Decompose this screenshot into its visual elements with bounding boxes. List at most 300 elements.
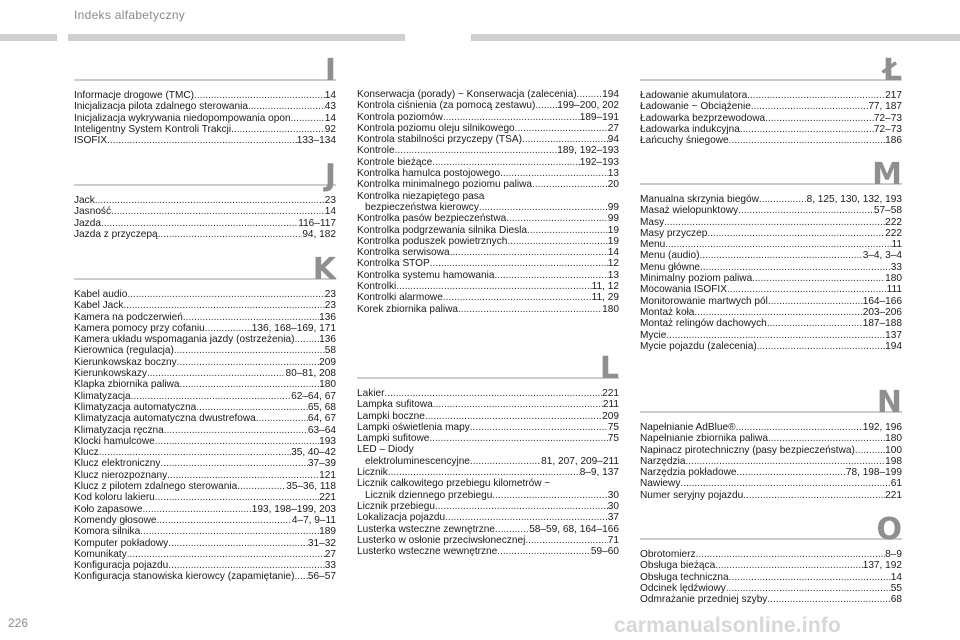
dot-leader bbox=[664, 217, 885, 228]
entry-term: Narzędzia bbox=[640, 455, 686, 467]
dot-leader bbox=[425, 411, 602, 422]
entry-page-ref: 71 bbox=[607, 534, 619, 546]
entry-term: Ładowarka bezprzewodowa bbox=[640, 112, 766, 124]
index-entry bbox=[640, 341, 902, 352]
index-entry bbox=[357, 134, 619, 145]
dot-leader bbox=[665, 239, 891, 250]
entry-page-ref: 8, 125, 130, 132, 193 bbox=[806, 194, 902, 205]
section-header bbox=[640, 53, 902, 88]
index-entry bbox=[74, 218, 336, 229]
section-header bbox=[74, 53, 336, 88]
entry-page-ref: 94 bbox=[607, 134, 619, 146]
entry-page-ref: 58–59, 68, 164–166 bbox=[529, 523, 619, 535]
index-entry bbox=[74, 458, 336, 469]
dot-leader bbox=[855, 445, 885, 456]
entry-page-ref: 199–200, 202 bbox=[557, 100, 619, 112]
entry-term: Licznik bbox=[357, 467, 388, 479]
dot-leader bbox=[757, 341, 885, 352]
dot-leader bbox=[435, 501, 608, 512]
entry-term: Ładowanie akumulatora bbox=[640, 90, 748, 101]
entry-term: Masy przyczep bbox=[640, 227, 708, 239]
entry-term: Kontrolka systemu hamowania bbox=[357, 269, 495, 281]
index-entry bbox=[74, 515, 336, 526]
page-number: 226 bbox=[8, 616, 29, 630]
entry-term: Napełnianie AdBlue® bbox=[640, 422, 736, 433]
entry-list bbox=[74, 195, 336, 240]
header-rule-right bbox=[471, 34, 960, 41]
entry-page-ref: 180 bbox=[319, 379, 336, 391]
dot-leader bbox=[522, 134, 608, 145]
entry-term: Menu bbox=[640, 239, 666, 251]
index-entry bbox=[74, 402, 336, 413]
entry-page-ref: 37 bbox=[607, 512, 619, 524]
entry-term: Kod koloru lakieru bbox=[74, 492, 155, 504]
index-entry bbox=[74, 289, 336, 300]
section-rule bbox=[74, 184, 336, 186]
dot-leader bbox=[577, 89, 603, 100]
index-entry bbox=[640, 330, 902, 341]
dot-leader bbox=[395, 145, 558, 156]
dot-leader bbox=[767, 594, 890, 605]
entry-page-ref: 72–73 bbox=[873, 112, 902, 124]
entry-term: Inicjalizacja wykrywania niedopompowania opon bbox=[74, 112, 291, 124]
entry-term: Jasność bbox=[74, 206, 112, 218]
entry-term: Napinacz pirotechniczny (pasy bezpieczeństwa) bbox=[640, 444, 855, 456]
dot-leader bbox=[694, 307, 862, 318]
section-L-stroke bbox=[640, 53, 902, 147]
entry-term: Kamera na podczerwień bbox=[74, 311, 183, 323]
entry-page-ref: 8–9 bbox=[885, 549, 902, 560]
dot-leader bbox=[430, 258, 608, 269]
entry-term: Mycie pojazdu (zalecenia) bbox=[640, 340, 757, 352]
index-entry bbox=[640, 194, 902, 205]
entry-term: Klapka zbiornika paliwa bbox=[74, 379, 180, 391]
index-entry bbox=[357, 236, 619, 247]
entry-term: Kontrolki bbox=[357, 281, 397, 293]
index-entry bbox=[640, 422, 902, 433]
page-header bbox=[0, 0, 960, 38]
entry-term: Montaż relingów dachowych bbox=[640, 318, 767, 330]
entry-page-ref: 121 bbox=[319, 469, 336, 481]
index-entry bbox=[74, 492, 336, 503]
index-entry bbox=[357, 490, 619, 501]
entry-term: Jack bbox=[74, 195, 95, 206]
index-entry bbox=[74, 345, 336, 356]
entry-page-ref: 133–134 bbox=[296, 135, 336, 147]
entry-term: Nawiewy bbox=[640, 478, 681, 490]
entry-page-ref: 19 bbox=[607, 224, 619, 236]
index-entry bbox=[74, 560, 336, 571]
section-rule bbox=[640, 538, 902, 540]
dot-leader bbox=[768, 296, 863, 307]
index-entry bbox=[357, 213, 619, 224]
dot-leader bbox=[164, 425, 308, 436]
dot-leader bbox=[127, 289, 324, 300]
entry-term: Jazda z przyczepą bbox=[74, 228, 158, 240]
entry-term: Jazda bbox=[74, 217, 101, 229]
section-letter: J bbox=[324, 158, 336, 193]
entry-term: Montaż koła bbox=[640, 306, 695, 318]
entry-page-ref: 64, 67 bbox=[307, 413, 336, 425]
entry-term: Kontrolka hamulca postojowego bbox=[357, 168, 501, 180]
dot-leader bbox=[101, 218, 298, 229]
entry-page-ref: 11, 29 bbox=[591, 292, 619, 304]
entry-term: Lusterka wsteczne zewnętrzne bbox=[357, 523, 496, 535]
entry-list bbox=[640, 194, 902, 352]
section-rule bbox=[640, 411, 902, 413]
index-entry bbox=[640, 307, 902, 318]
index-entry bbox=[640, 560, 902, 571]
dot-leader bbox=[156, 515, 291, 526]
dot-leader bbox=[532, 179, 608, 190]
entry-term: Kontrola poziomu oleju silnikowego bbox=[357, 122, 515, 134]
entry-term: Klucz elektroniczny bbox=[74, 458, 161, 470]
dot-leader bbox=[515, 123, 608, 134]
entry-page-ref: 180 bbox=[885, 433, 902, 445]
dot-leader bbox=[167, 470, 319, 481]
dot-leader bbox=[256, 413, 308, 424]
index-entry bbox=[640, 113, 902, 124]
dot-leader bbox=[479, 202, 608, 213]
entry-page-ref: 75 bbox=[607, 421, 619, 433]
section-header bbox=[640, 512, 902, 547]
dot-leader bbox=[507, 236, 607, 247]
entry-term: Komendy głosowe bbox=[74, 514, 157, 526]
index-entry bbox=[357, 524, 619, 535]
entry-page-ref: 211 bbox=[602, 399, 619, 411]
dot-leader bbox=[396, 281, 591, 292]
index-entry bbox=[74, 504, 336, 515]
entry-term: Lampki sufitowe bbox=[357, 433, 430, 445]
entry-page-ref: 14 bbox=[890, 571, 902, 583]
dot-leader bbox=[726, 583, 891, 594]
section-I bbox=[74, 53, 336, 147]
index-entry bbox=[357, 501, 619, 512]
dot-leader bbox=[729, 135, 885, 146]
dot-leader bbox=[95, 195, 325, 206]
dot-leader bbox=[140, 526, 319, 537]
dot-leader bbox=[500, 168, 608, 179]
index-entry bbox=[357, 281, 619, 292]
entry-page-ref: 12 bbox=[607, 258, 619, 270]
index-entry bbox=[74, 379, 336, 390]
entry-term: Kontrolka STOP bbox=[357, 258, 430, 270]
index-entry bbox=[74, 113, 336, 124]
index-entry bbox=[357, 433, 619, 444]
entry-page-ref: 31–32 bbox=[307, 537, 336, 549]
section-letter: Ł bbox=[882, 53, 902, 88]
index-entry bbox=[357, 399, 619, 410]
dot-leader bbox=[752, 273, 885, 284]
entry-term: Kamera pomocy przy cofaniu bbox=[74, 322, 205, 334]
entry-term: Kierunkowskazy bbox=[74, 368, 147, 380]
entry-page-ref: 221 bbox=[319, 492, 336, 504]
index-entry bbox=[357, 258, 619, 269]
entry-page-ref: 209 bbox=[319, 356, 336, 368]
dot-leader bbox=[767, 318, 863, 329]
index-entry bbox=[640, 456, 902, 467]
index-entry bbox=[640, 217, 902, 228]
index-entry bbox=[357, 456, 619, 467]
entry-list bbox=[640, 549, 902, 605]
dot-leader bbox=[433, 399, 603, 410]
dot-leader bbox=[99, 447, 291, 458]
entry-term: Kontrola ciśnienia (za pomocą zestawu) bbox=[357, 100, 536, 112]
entry-page-ref: 14 bbox=[607, 247, 619, 259]
entry-page-ref: 56–57 bbox=[307, 571, 336, 583]
index-entry bbox=[74, 90, 336, 101]
section-M bbox=[640, 157, 902, 352]
entry-term: Klucz nierozpoznany bbox=[74, 469, 168, 481]
entry-term: Konserwacja (porady) ~ Konserwacja (zalecenia) bbox=[357, 89, 577, 100]
dot-leader bbox=[535, 100, 557, 111]
index-entry bbox=[74, 481, 336, 492]
entry-list bbox=[74, 289, 336, 583]
dot-leader bbox=[196, 402, 308, 413]
dot-leader bbox=[443, 112, 580, 123]
entry-page-ref: 187–188 bbox=[862, 318, 902, 330]
entry-term: Kontrolka pasów bezpieczeństwa bbox=[357, 213, 507, 225]
entry-term: Kontrolka serwisowa bbox=[357, 247, 450, 259]
dot-leader bbox=[506, 213, 608, 224]
dot-leader bbox=[738, 205, 874, 216]
index-entry bbox=[74, 206, 336, 217]
entry-term: Konfiguracja pojazdu bbox=[74, 560, 169, 572]
index-entry bbox=[74, 470, 336, 481]
entry-page-ref: 72–73 bbox=[873, 123, 902, 135]
entry-page-ref: 222 bbox=[885, 227, 902, 239]
entry-term: Kierownica (regulacja) bbox=[74, 345, 174, 357]
index-entry bbox=[74, 334, 336, 345]
entry-page-ref: 23 bbox=[324, 289, 336, 300]
dot-leader bbox=[174, 345, 325, 356]
index-entry bbox=[357, 123, 619, 134]
section-rule bbox=[640, 183, 902, 185]
index-entry bbox=[74, 549, 336, 560]
entry-term: elektroluminescencyjne bbox=[365, 455, 470, 467]
section-letter: O bbox=[876, 512, 902, 547]
index-entry bbox=[357, 112, 619, 123]
entry-page-ref: 194 bbox=[602, 89, 619, 100]
entry-page-ref: 192, 196 bbox=[862, 422, 902, 433]
index-entry bbox=[74, 323, 336, 334]
entry-page-ref: 63–64 bbox=[307, 424, 336, 436]
section-letter: L bbox=[599, 351, 619, 386]
entry-page-ref: 35–36, 118 bbox=[286, 481, 336, 493]
dot-leader bbox=[747, 90, 885, 101]
watermark: carmanualsonline.info bbox=[614, 614, 842, 637]
entry-term: LED – Diody bbox=[357, 444, 414, 456]
entry-page-ref: 203–206 bbox=[862, 306, 902, 318]
index-entry bbox=[74, 229, 336, 240]
index-entry bbox=[357, 145, 619, 156]
section-L bbox=[357, 351, 619, 558]
index-entry bbox=[357, 467, 619, 478]
entry-term: Łańcuchy śniegowe bbox=[640, 135, 729, 147]
index-entry bbox=[640, 262, 902, 273]
entry-term: Obrotomierz bbox=[640, 549, 696, 560]
entry-term: Kontrola stabilności przyczepy (TSA) bbox=[357, 134, 522, 146]
index-entry bbox=[74, 413, 336, 424]
entry-page-ref: 137 bbox=[885, 329, 902, 341]
dot-leader bbox=[294, 571, 307, 582]
dot-leader bbox=[707, 228, 885, 239]
entry-page-ref: 194 bbox=[885, 340, 902, 352]
entry-page-ref: 3–4, 3–4 bbox=[862, 250, 902, 262]
dot-leader bbox=[525, 535, 607, 546]
entry-page-ref: 20 bbox=[607, 179, 619, 191]
entry-page-ref: 193 bbox=[319, 435, 336, 447]
index-entry bbox=[357, 535, 619, 546]
entry-term: Licznik przebiegu bbox=[357, 500, 435, 512]
dot-leader bbox=[495, 524, 529, 535]
entry-page-ref: 11 bbox=[891, 239, 902, 251]
section-rule bbox=[640, 79, 902, 81]
dot-leader bbox=[131, 391, 291, 402]
dot-leader bbox=[158, 229, 303, 240]
header-rule-left bbox=[0, 34, 57, 41]
entry-page-ref: 80–81, 208 bbox=[285, 368, 336, 380]
index-entry bbox=[357, 304, 619, 315]
entry-page-ref: 57–58 bbox=[873, 205, 902, 217]
dot-leader bbox=[740, 124, 874, 135]
section-header bbox=[74, 252, 336, 287]
index-entry bbox=[74, 425, 336, 436]
index-entry bbox=[357, 89, 619, 100]
dot-leader bbox=[699, 250, 862, 261]
section-header bbox=[640, 157, 902, 192]
entry-term: Lampka sufitowa bbox=[357, 399, 433, 411]
index-entry bbox=[640, 445, 902, 456]
dot-leader bbox=[751, 101, 868, 112]
dot-leader bbox=[527, 225, 608, 236]
index-entry bbox=[357, 512, 619, 523]
section-header bbox=[640, 385, 902, 420]
index-entry bbox=[640, 101, 902, 112]
index-entry bbox=[640, 594, 902, 605]
index-entry bbox=[640, 478, 902, 489]
index-entry bbox=[74, 135, 336, 146]
entry-page-ref: 33 bbox=[324, 560, 336, 572]
index-entry bbox=[357, 191, 619, 202]
dot-leader bbox=[765, 113, 874, 124]
index-entry bbox=[74, 526, 336, 537]
dot-leader bbox=[470, 456, 541, 467]
dot-leader bbox=[295, 334, 320, 345]
entry-page-ref: 136, 168–169, 171 bbox=[251, 322, 336, 334]
index-entry bbox=[357, 546, 619, 557]
entry-page-ref: 189, 192–193 bbox=[557, 145, 619, 157]
entry-list bbox=[640, 90, 902, 146]
dot-leader bbox=[111, 206, 325, 217]
entry-term: Mocowania ISOFIX bbox=[640, 284, 727, 296]
entry-term: Kontrolki alarmowe bbox=[357, 292, 443, 304]
entry-page-ref: 75 bbox=[607, 433, 619, 445]
section-letter: I bbox=[324, 53, 336, 88]
header-title: Indeks alfabetyczny bbox=[74, 8, 186, 22]
dot-leader bbox=[183, 312, 319, 323]
index-entry bbox=[357, 444, 619, 455]
index-entry bbox=[640, 318, 902, 329]
entry-page-ref: 35, 40–42 bbox=[291, 447, 336, 459]
dot-leader bbox=[107, 135, 297, 146]
dot-leader bbox=[177, 357, 319, 368]
dot-leader bbox=[179, 379, 319, 390]
entry-page-ref: 222 bbox=[885, 216, 902, 228]
entry-term: Obsługa techniczna bbox=[640, 571, 729, 583]
index-entry bbox=[74, 538, 336, 549]
index-entry bbox=[640, 124, 902, 135]
entry-page-ref: 81, 207, 209–211 bbox=[541, 455, 619, 467]
dot-leader bbox=[470, 422, 608, 433]
entry-page-ref: 77, 187 bbox=[868, 101, 902, 113]
entry-page-ref: 99 bbox=[607, 201, 619, 213]
dot-leader bbox=[231, 124, 325, 135]
dot-leader bbox=[291, 113, 325, 124]
dot-leader bbox=[666, 330, 885, 341]
entry-term: bezpieczeństwa kierowcy bbox=[365, 201, 479, 213]
entry-term: Korek zbiornika paliwa bbox=[357, 303, 458, 315]
index-entry bbox=[640, 90, 902, 101]
index-entry bbox=[357, 478, 619, 489]
dot-leader bbox=[155, 492, 319, 503]
index-entry bbox=[357, 270, 619, 281]
entry-page-ref: 116–117 bbox=[298, 217, 336, 229]
dot-leader bbox=[127, 549, 325, 560]
dot-leader bbox=[237, 481, 286, 492]
entry-page-ref: 99 bbox=[607, 213, 619, 225]
entry-list bbox=[357, 388, 619, 557]
entry-term: Menu (audio) bbox=[640, 250, 700, 262]
entry-page-ref: 33 bbox=[890, 261, 902, 273]
entry-term: Ładowanie ~ Obciążenie bbox=[640, 101, 751, 113]
index-entry bbox=[357, 422, 619, 433]
index-entry bbox=[357, 247, 619, 258]
dot-leader bbox=[696, 549, 886, 560]
index-entry bbox=[74, 571, 336, 582]
header-rule-middle bbox=[68, 34, 405, 41]
index-entry bbox=[74, 436, 336, 447]
entry-term: Inteligentny System Kontroli Trakcji bbox=[74, 123, 232, 135]
entry-page-ref: 217 bbox=[885, 90, 902, 101]
entry-page-ref: 136 bbox=[319, 334, 336, 346]
entry-page-ref: 61 bbox=[890, 478, 902, 490]
entry-page-ref: 13 bbox=[607, 269, 619, 281]
entry-page-ref: 189–191 bbox=[579, 111, 619, 123]
dot-leader bbox=[155, 436, 319, 447]
entry-term: Licznik dziennego przebiegu bbox=[365, 489, 493, 501]
dot-leader bbox=[123, 300, 324, 311]
entry-term: Narzędzia pokładowe bbox=[640, 467, 737, 479]
entry-page-ref: 78, 198–199 bbox=[845, 467, 902, 479]
index-entry bbox=[74, 101, 336, 112]
entry-page-ref: 58 bbox=[324, 345, 336, 357]
index-entry bbox=[74, 124, 336, 135]
entry-term: Kierunkowskaz boczny bbox=[74, 356, 177, 368]
entry-term: Klucz bbox=[74, 447, 99, 459]
entry-page-ref: 100 bbox=[885, 444, 902, 456]
entry-list bbox=[640, 422, 902, 501]
entry-page-ref: 193, 198–199, 203 bbox=[251, 503, 336, 515]
entry-page-ref: 4–7, 9–11 bbox=[291, 514, 336, 526]
dot-leader bbox=[429, 433, 607, 444]
dot-leader bbox=[147, 368, 286, 379]
entry-term: Masaż wielopunktowy bbox=[640, 205, 739, 217]
index-entry bbox=[640, 433, 902, 444]
entry-page-ref: 68 bbox=[890, 594, 902, 606]
dot-leader bbox=[737, 467, 846, 478]
entry-term: Klucz z pilotem zdalnego sterowania bbox=[74, 481, 238, 493]
